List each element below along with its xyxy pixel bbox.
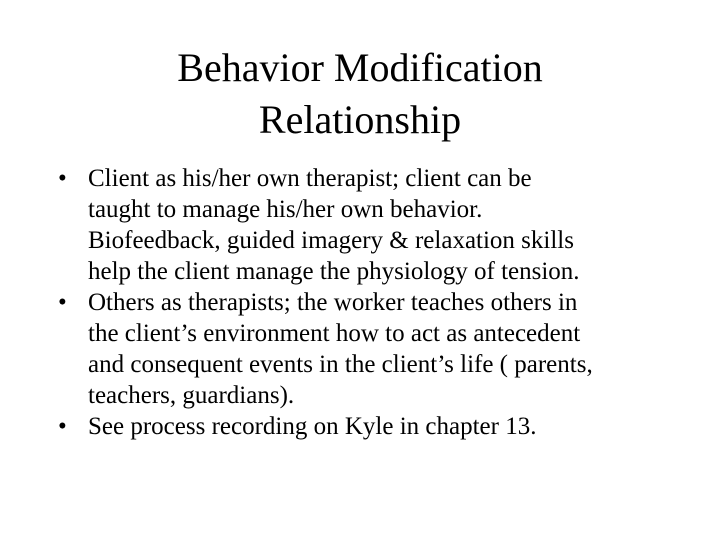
- bullet-item-process-recording: [58, 411, 698, 442]
- slide-title: [60, 42, 660, 146]
- bullet-line: Client as his/her own therapist; client can be: [88, 165, 532, 192]
- bullet-line: the client’s environment how to act as antecedent: [88, 320, 581, 347]
- bullet-line: help the client manage the physiology of tension.: [88, 258, 580, 285]
- title-line: Behavior Modification: [177, 45, 543, 90]
- title-line: Relationship: [258, 97, 462, 142]
- bullet-marker: •: [58, 289, 67, 316]
- bullet-line: teachers, guardians).: [88, 382, 295, 409]
- bullet-line: taught to manage his/her own behavior.: [88, 196, 483, 223]
- bullet-marker: •: [58, 165, 67, 192]
- bullet-line: Biofeedback, guided imagery & relaxation skills: [88, 227, 574, 254]
- bullet-text: [88, 411, 698, 442]
- bullet-marker: •: [58, 413, 67, 440]
- bullet-line: Others as therapists; the worker teaches others in: [88, 289, 578, 316]
- bullet-item-client-therapist: [58, 163, 698, 287]
- bullet-line: and consequent events in the client’s life ( parents,: [88, 351, 593, 378]
- bullet-line: See process recording on Kyle in chapter 13.: [88, 413, 537, 440]
- bullet-item-others-therapists: [58, 287, 698, 411]
- bullet-text: [88, 163, 698, 287]
- bullet-text: [88, 287, 698, 411]
- bullet-list: [58, 163, 698, 442]
